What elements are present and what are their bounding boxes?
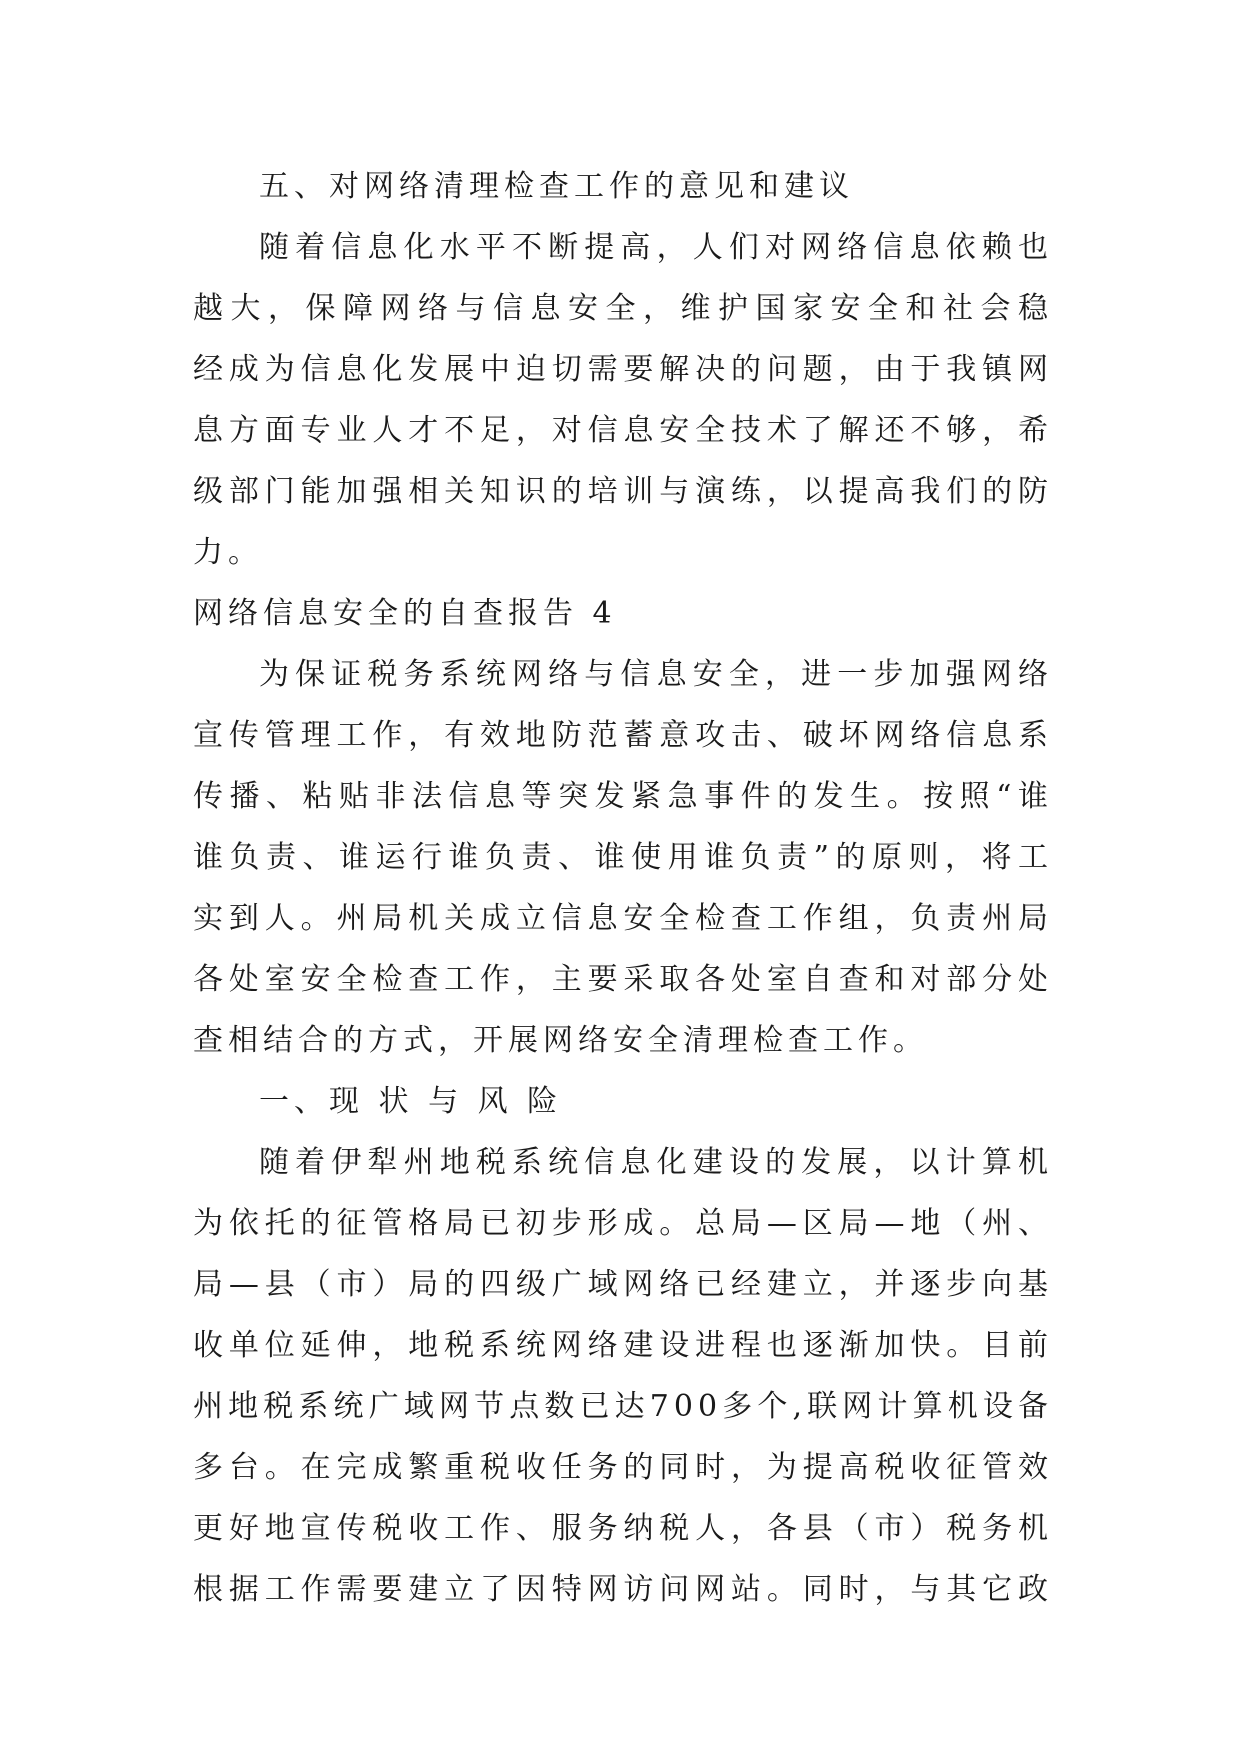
paragraph-line: 随着伊犁州地税系统信息化建设的发展，以计算机	[259, 1145, 1053, 1180]
paragraph-line: 局—县（市）局的四级广域网络已经建立，并逐步向基	[193, 1267, 1053, 1302]
paragraph-line: 传播、粘贴非法信息等突发紧急事件的发生。按照“谁	[193, 779, 1053, 814]
paragraph-line: 各处室安全检查工作，主要采取各处室自查和对部分处	[193, 962, 1053, 997]
paragraph-line: 越大，保障网络与信息安全，维护国家安全和社会稳	[193, 291, 1053, 326]
paragraph-line: 随着信息化水平不断提高，人们对网络信息依赖也	[259, 230, 1053, 265]
paragraph-line: 息方面专业人才不足，对信息安全技术了解还不够，希	[193, 413, 1053, 448]
document-body	[193, 156, 1053, 1620]
report-intro-paragraph	[193, 644, 1053, 1071]
paragraph-line: 为保证税务系统网络与信息安全，进一步加强网络	[259, 657, 1053, 692]
report-title: 网络信息安全的自查报告 4	[193, 596, 617, 631]
paragraph-line: 州地税系统广域网节点数已达700多个,联网计算机设备	[193, 1389, 1053, 1424]
paragraph-line: 根据工作需要建立了因特网访问网站。同时，与其它政	[193, 1572, 1053, 1607]
paragraph-line: 级部门能加强相关知识的培训与演练，以提高我们的防	[193, 474, 1053, 509]
paragraph-line: 为依托的征管格局已初步形成。总局—区局—地（州、	[193, 1206, 1053, 1241]
section-five-paragraph	[193, 217, 1053, 583]
paragraph-line: 更好地宣传税收工作、服务纳税人，各县（市）税务机	[193, 1511, 1053, 1546]
section-five-heading: 五、对网络清理检查工作的意见和建议	[259, 169, 854, 204]
paragraph-line: 经成为信息化发展中迫切需要解决的问题，由于我镇网	[193, 352, 1053, 387]
paragraph-line: 谁负责、谁运行谁负责、谁使用谁负责”的原则，将工	[193, 840, 1053, 875]
paragraph-line: 多台。在完成繁重税收任务的同时，为提高税收征管效	[193, 1450, 1053, 1485]
paragraph-line: 力。	[193, 535, 263, 570]
paragraph-line: 收单位延伸，地税系统网络建设进程也逐渐加快。目前	[193, 1328, 1053, 1363]
paragraph-line: 查相结合的方式，开展网络安全清理检查工作。	[193, 1023, 928, 1058]
paragraph-line: 实到人。州局机关成立信息安全检查工作组，负责州局	[193, 901, 1053, 936]
section-one-paragraph	[193, 1132, 1053, 1620]
paragraph-line: 宣传管理工作，有效地防范蓄意攻击、破坏网络信息系	[193, 718, 1053, 753]
section-one-heading: 一、现 状 与 风 险	[259, 1084, 563, 1119]
